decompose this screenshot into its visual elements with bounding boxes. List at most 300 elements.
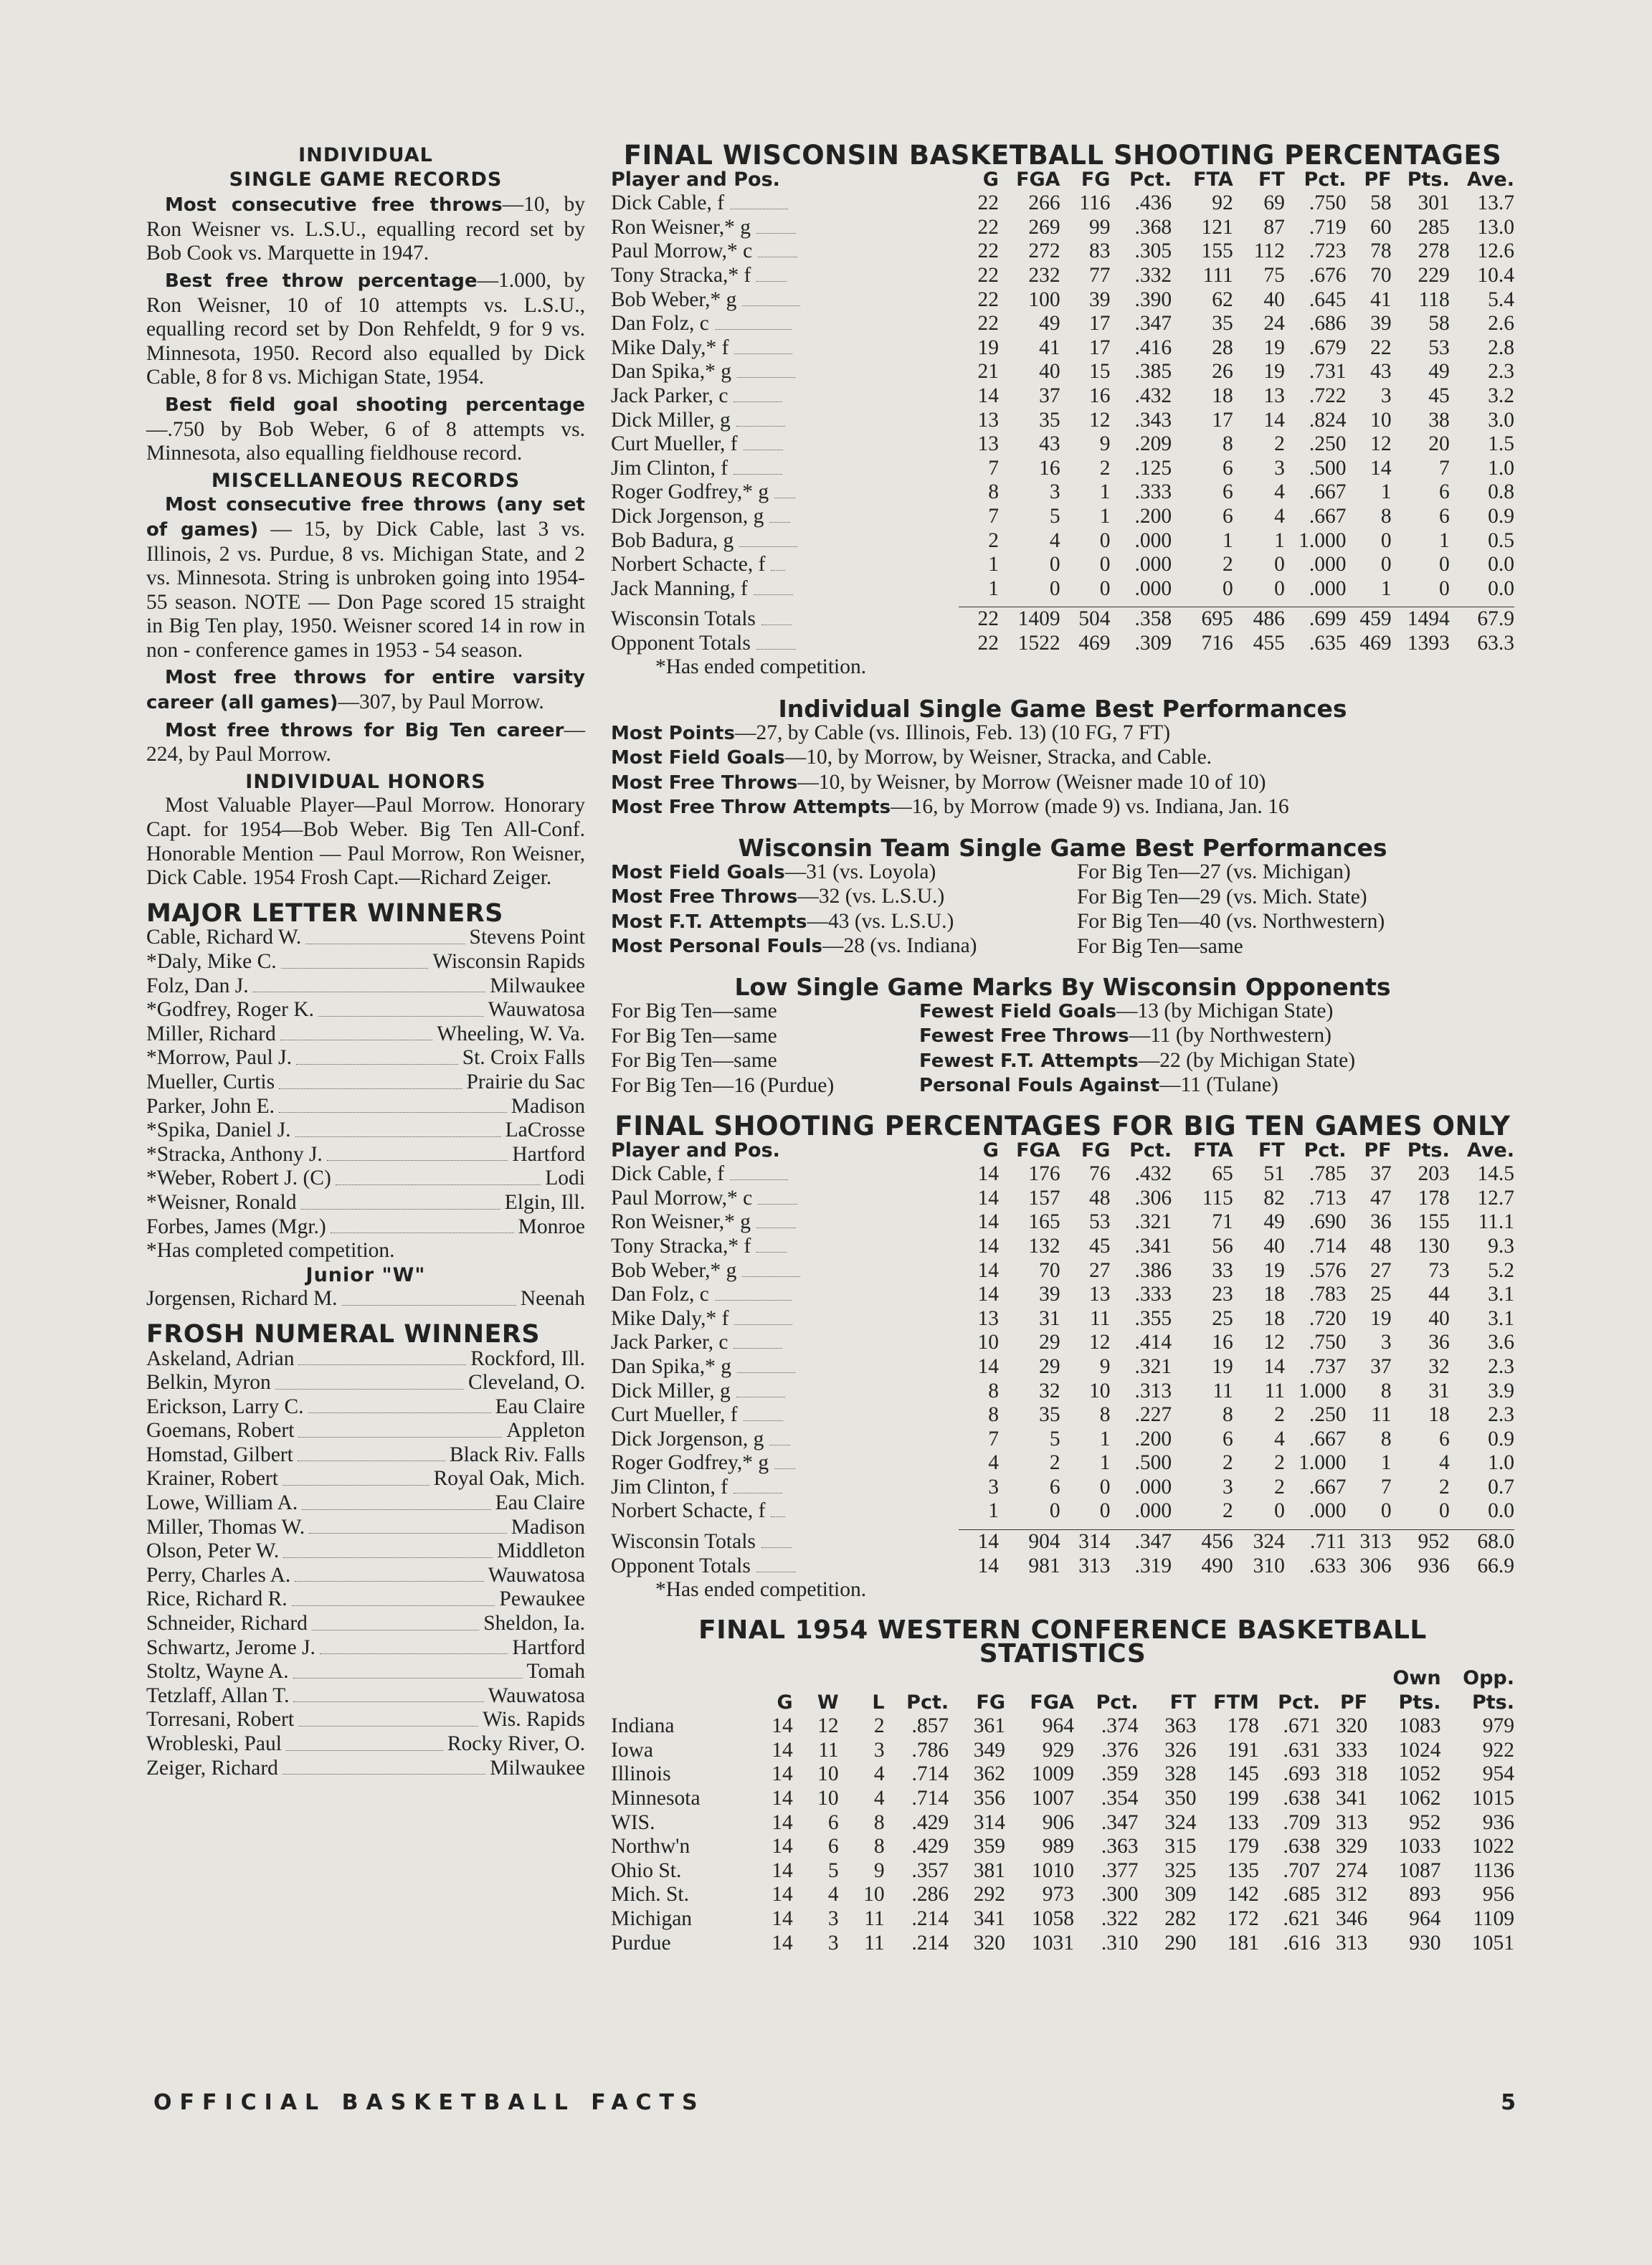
- stat-cell: 19: [1370, 1306, 1392, 1330]
- mark-text: —11 (Tulane): [1159, 1073, 1278, 1097]
- stat-cell: 0.0: [1488, 576, 1514, 600]
- stat-cell: 62: [1212, 288, 1233, 311]
- record-lead: Best field goal shooting percentage: [165, 394, 585, 416]
- leader-dots: [737, 363, 795, 378]
- stat-cell: .250: [1309, 1403, 1347, 1427]
- stat-cell: 22: [977, 607, 999, 631]
- stat-cell: 278: [1418, 239, 1450, 263]
- stat-cell: 63.3: [1477, 631, 1514, 655]
- leader-dots: [283, 1467, 429, 1486]
- record-paragraph: [146, 193, 585, 266]
- stat-cell: 26: [1212, 360, 1233, 384]
- stat-cell: 14: [977, 1530, 999, 1554]
- stat-cell: 73: [1428, 1258, 1450, 1282]
- stat-cell: .333: [1134, 480, 1172, 504]
- performance-line: [611, 771, 1514, 796]
- table-row: [611, 505, 1514, 529]
- winner-town: Middleton: [497, 1539, 585, 1563]
- stat-cell: 952: [1418, 1530, 1450, 1554]
- stat-cell: 99: [1088, 215, 1111, 239]
- player-name: [611, 1499, 959, 1524]
- stat-cell: 11.1: [1478, 1210, 1514, 1234]
- stat-cell: 1494: [1407, 607, 1450, 631]
- stat-cell: 7: [1439, 456, 1450, 480]
- stat-cell: .713: [1309, 1186, 1347, 1210]
- leader-dots: [734, 1310, 792, 1325]
- winner-row: [146, 1395, 585, 1420]
- stat-cell: .414: [1134, 1331, 1172, 1354]
- stat-cell: 1: [988, 553, 999, 576]
- table-row: [611, 191, 1514, 216]
- stat-cell: 3: [1380, 1331, 1392, 1354]
- player-name: [611, 216, 959, 240]
- column-header: FG: [976, 1691, 1005, 1714]
- column-header: FTA: [1193, 1139, 1233, 1162]
- record-paragraph: [146, 665, 585, 715]
- stat-cell: 92: [1212, 191, 1233, 215]
- totals-row: [611, 1530, 1514, 1554]
- stat-cell: 469: [1078, 631, 1111, 655]
- column-header: FGA: [1030, 1691, 1074, 1714]
- stat-cell: .125: [1134, 456, 1172, 480]
- stat-cell: 68.0: [1477, 1530, 1514, 1554]
- stat-cell: 324: [1253, 1530, 1285, 1554]
- stat-cell: 70: [1370, 263, 1392, 287]
- stat-cell: 6: [1222, 480, 1233, 504]
- low-mark-row: [611, 1073, 1514, 1098]
- winner-town: Sheldon, Ia.: [483, 1612, 585, 1635]
- shooting-title: FINAL WISCONSIN BASKETBALL SHOOTING PERCENTAGES: [623, 140, 1502, 171]
- winner-town: St. Croix Falls: [462, 1046, 585, 1070]
- stat-cell: 27: [1370, 1258, 1392, 1282]
- stat-cell: .322: [1101, 1907, 1139, 1930]
- player-label: Dick Cable, f: [611, 1162, 725, 1186]
- stat-cell: 9: [1099, 1354, 1111, 1378]
- stat-cell: 0.0: [1488, 553, 1514, 576]
- column-header: Player and Pos.: [611, 168, 780, 191]
- player-name: [611, 384, 959, 409]
- player-name: [611, 336, 959, 361]
- stat-cell: .667: [1309, 1427, 1347, 1450]
- stat-cell: 2: [1274, 1403, 1285, 1427]
- stat-cell: 49: [1039, 312, 1060, 336]
- player-label: Tony Stracka,* f: [611, 263, 751, 287]
- mark-lead: Fewest F.T. Attempts: [919, 1050, 1139, 1072]
- stat-cell: .786: [911, 1738, 949, 1762]
- stat-cell: 75: [1263, 263, 1285, 287]
- stat-cell: .711: [1309, 1530, 1347, 1554]
- player-label: Tony Stracka,* f: [611, 1234, 751, 1258]
- winner-name: Krainer, Robert: [146, 1467, 278, 1491]
- column-header: Pct.: [1129, 1139, 1172, 1162]
- player-label: Dick Miller, g: [611, 408, 731, 432]
- stat-cell: 48: [1088, 1186, 1111, 1210]
- winner-name: Askeland, Adrian: [146, 1347, 295, 1370]
- player-name: [611, 239, 959, 264]
- low-mark-right: [919, 999, 1514, 1025]
- record-text: —10, by Ron Weisner vs. L.S.U., equalling record set by Bob Cook vs. Marquette in 1947.: [146, 193, 585, 265]
- stat-cell: 12: [817, 1714, 839, 1738]
- stat-cell: 312: [1335, 1883, 1368, 1907]
- footer-title: OFFICIAL BASKETBALL FACTS: [153, 2090, 706, 2115]
- stat-cell: 326: [1164, 1738, 1197, 1762]
- winner-name: *Stracka, Anthony J.: [146, 1142, 323, 1166]
- player-name: [611, 288, 959, 313]
- stat-cell: .690: [1309, 1210, 1347, 1234]
- column-header: FG: [1081, 1139, 1111, 1162]
- stat-cell: 0.7: [1488, 1475, 1514, 1499]
- winner-name: Olson, Peter W.: [146, 1539, 280, 1563]
- table-row: [611, 1451, 1514, 1476]
- column-header: Pct.: [1278, 1691, 1321, 1714]
- leader-dots: [715, 315, 792, 330]
- individual-heading: INDIVIDUAL: [298, 144, 433, 166]
- performance-line: [611, 746, 1514, 771]
- record-text: —307, by Paul Morrow.: [338, 690, 544, 714]
- stat-cell: 341: [1335, 1787, 1368, 1810]
- stat-cell: .731: [1309, 360, 1347, 384]
- team-row: [611, 1787, 1514, 1811]
- player-name: [611, 1210, 959, 1235]
- stat-cell: .390: [1134, 288, 1172, 311]
- record-paragraph: [146, 269, 585, 390]
- column-header: Ave.: [1466, 168, 1514, 191]
- player-label: Bob Badura, g: [611, 528, 734, 552]
- table-row: [611, 1499, 1514, 1524]
- stat-cell: 69: [1263, 191, 1285, 215]
- stat-cell: 32: [1428, 1354, 1450, 1378]
- stat-cell: 1009: [1031, 1762, 1074, 1786]
- stat-cell: 76: [1088, 1162, 1111, 1186]
- stat-cell: 11: [1090, 1306, 1111, 1330]
- stat-cell: 56: [1212, 1234, 1233, 1258]
- leader-dots: [293, 1660, 523, 1678]
- stat-cell: 17: [1088, 312, 1111, 336]
- stat-cell: 1: [1222, 528, 1233, 552]
- table-row: [611, 457, 1514, 481]
- stat-cell: 0: [1380, 553, 1392, 576]
- player-name: [611, 1428, 959, 1452]
- winner-town: Wauwatosa: [488, 1563, 585, 1587]
- winner-name: *Godfrey, Roger K.: [146, 998, 315, 1022]
- table-row: [611, 529, 1514, 554]
- stat-cell: .209: [1134, 432, 1172, 456]
- low-marks-list: [611, 999, 1514, 1098]
- stat-cell: 3.6: [1488, 1331, 1514, 1354]
- winner-row: [146, 1684, 585, 1709]
- stat-cell: .714: [1309, 1234, 1347, 1258]
- stat-cell: 7: [988, 504, 999, 528]
- table-row: [611, 1476, 1514, 1500]
- stat-cell: 2: [1274, 1451, 1285, 1475]
- stat-cell: 14: [977, 1283, 999, 1306]
- rule-row: [611, 601, 1514, 607]
- winner-row: [146, 1587, 585, 1612]
- player-label: Dan Spika,* g: [611, 1354, 731, 1378]
- column-header: Pct.: [906, 1691, 949, 1714]
- winner-town: Wauwatosa: [488, 1684, 585, 1707]
- stat-cell: 2.3: [1488, 1403, 1514, 1427]
- winner-town: Milwaukee: [490, 1756, 585, 1780]
- table-row: [611, 264, 1514, 288]
- player-name: [611, 632, 959, 656]
- stat-cell: 19: [1263, 1258, 1285, 1282]
- stat-cell: .616: [1283, 1931, 1321, 1955]
- stat-cell: 964: [1409, 1907, 1441, 1930]
- performance-text: —32 (vs. L.S.U.): [797, 885, 945, 908]
- leader-dots: [739, 532, 797, 547]
- stat-cell: 51: [1263, 1162, 1285, 1186]
- junior-heading: Junior "W": [305, 1263, 426, 1286]
- mark-text: —11 (by Northwestern): [1129, 1024, 1331, 1048]
- winner-row: [146, 1491, 585, 1516]
- stat-cell: 65: [1212, 1162, 1233, 1186]
- performance-lead: Most Free Throws: [611, 771, 798, 794]
- player-label: Norbert Schacte, f: [611, 553, 766, 576]
- stat-cell: 31: [1039, 1306, 1060, 1330]
- stat-cell: 4: [988, 1451, 999, 1475]
- stat-cell: 7: [988, 456, 999, 480]
- stat-cell: 5: [827, 1858, 839, 1882]
- player-name: [611, 432, 959, 457]
- stat-cell: 274: [1335, 1858, 1368, 1882]
- stat-cell: 40: [1039, 360, 1060, 384]
- stat-cell: 22: [977, 263, 999, 287]
- stat-cell: .309: [1134, 631, 1172, 655]
- stat-cell: .679: [1309, 336, 1347, 359]
- stat-cell: 111: [1202, 263, 1233, 287]
- stat-cell: 1393: [1407, 631, 1450, 655]
- stat-cell: 12: [1263, 1331, 1285, 1354]
- stat-cell: 1051: [1472, 1931, 1514, 1955]
- stat-cell: 490: [1201, 1554, 1233, 1577]
- stat-cell: .332: [1134, 263, 1172, 287]
- totals-row: [611, 1554, 1514, 1579]
- stat-cell: 178: [1227, 1714, 1259, 1738]
- stat-cell: .707: [1283, 1858, 1321, 1882]
- stat-cell: 0: [1439, 576, 1450, 600]
- leader-dots: [312, 1612, 479, 1630]
- stat-cell: 0: [1380, 1499, 1392, 1523]
- frosh-heading: FROSH NUMERAL WINNERS: [146, 1319, 541, 1349]
- player-name: [611, 1162, 959, 1187]
- stat-cell: 469: [1359, 631, 1392, 655]
- team-performance-left: [611, 885, 1077, 910]
- player-label: Dan Spika,* g: [611, 360, 731, 384]
- stat-cell: 325: [1164, 1858, 1197, 1882]
- stat-cell: 716: [1201, 631, 1233, 655]
- leader-dots: [300, 1191, 500, 1210]
- team-name: Northw'n: [611, 1835, 690, 1858]
- winner-town: Madison: [511, 1094, 585, 1118]
- stat-cell: 314: [973, 1810, 1005, 1834]
- stat-cell: 381: [973, 1858, 1005, 1882]
- stat-cell: .000: [1134, 1475, 1172, 1499]
- stat-cell: .737: [1309, 1354, 1347, 1378]
- winner-name: *Morrow, Paul J.: [146, 1046, 292, 1070]
- rule-cell: [1392, 1524, 1450, 1530]
- winner-row: [146, 998, 585, 1022]
- stat-cell: 14: [977, 1234, 999, 1258]
- stat-cell: 18: [1212, 384, 1233, 407]
- column-header: FTM: [1213, 1691, 1259, 1714]
- stat-cell: 9.3: [1488, 1234, 1514, 1258]
- winner-row: [146, 1443, 585, 1468]
- totals-row: [611, 607, 1514, 632]
- player-label: Jack Parker, c: [611, 1331, 728, 1354]
- stat-cell: 292: [973, 1883, 1005, 1907]
- stat-cell: 1.5: [1488, 432, 1514, 456]
- stat-cell: 82: [1263, 1186, 1285, 1210]
- frosh-winners-list: [146, 1347, 585, 1781]
- big-ten-performance: For Big Ten—27 (vs. Michigan): [1077, 860, 1351, 884]
- stat-cell: 19: [977, 336, 999, 359]
- column-header: FT: [1258, 1139, 1285, 1162]
- stat-cell: 132: [1028, 1234, 1060, 1258]
- stat-cell: 310: [1253, 1554, 1285, 1577]
- stat-cell: 314: [1078, 1530, 1111, 1554]
- stat-cell: 922: [1482, 1738, 1514, 1762]
- rule-cell: [1450, 1524, 1514, 1530]
- stat-cell: 49: [1428, 360, 1450, 384]
- stat-cell: 282: [1164, 1907, 1197, 1930]
- stat-cell: 1033: [1398, 1835, 1441, 1858]
- player-name: [611, 1451, 959, 1476]
- stat-cell: 155: [1201, 239, 1233, 263]
- column-header: G: [777, 1691, 793, 1714]
- stat-cell: .358: [1134, 607, 1172, 631]
- group-header: [885, 1666, 949, 1691]
- stat-cell: 0: [1380, 528, 1392, 552]
- column-header: G: [982, 168, 999, 191]
- stat-cell: 1087: [1398, 1858, 1441, 1882]
- table-row: [611, 360, 1514, 384]
- stat-cell: .386: [1134, 1258, 1172, 1282]
- performance-lead: Most Points: [611, 722, 735, 744]
- player-label: Paul Morrow,* c: [611, 1186, 753, 1210]
- stat-cell: 952: [1409, 1810, 1441, 1834]
- stat-cell: 133: [1227, 1810, 1259, 1834]
- stat-cell: 1: [1439, 528, 1450, 552]
- totals-row: [611, 632, 1514, 656]
- winner-town: Rocky River, O.: [447, 1732, 585, 1755]
- stat-cell: 130: [1418, 1234, 1450, 1258]
- stat-cell: 33: [1212, 1258, 1233, 1282]
- stat-cell: 3: [1274, 456, 1285, 480]
- column-header: FTA: [1193, 168, 1233, 191]
- player-name: [611, 1283, 959, 1307]
- stat-cell: 16: [1039, 456, 1060, 480]
- winner-town: Eau Claire: [495, 1395, 585, 1418]
- stat-cell: 15: [1088, 360, 1111, 384]
- winner-town: Wisconsin Rapids: [432, 950, 585, 973]
- stat-cell: 16: [1212, 1331, 1233, 1354]
- rule-cell: [1172, 601, 1233, 607]
- stat-cell: 0.9: [1488, 1427, 1514, 1450]
- stat-cell: 14: [977, 384, 999, 407]
- stat-cell: 301: [1418, 191, 1450, 215]
- stat-cell: 7: [1380, 1475, 1392, 1499]
- big-ten-mark: For Big Ten—same: [611, 1049, 777, 1073]
- stat-cell: 181: [1227, 1931, 1259, 1955]
- rule-cell: [1110, 601, 1172, 607]
- stat-cell: .824: [1309, 408, 1347, 432]
- winner-row: [146, 1046, 585, 1070]
- winner-town: Pewaukee: [499, 1587, 585, 1611]
- rule-cell: [611, 601, 959, 607]
- stat-cell: .214: [911, 1907, 949, 1930]
- stat-cell: 313: [1335, 1810, 1368, 1834]
- leader-dots: [761, 1533, 792, 1548]
- winner-name: Goemans, Robert: [146, 1419, 295, 1443]
- stat-cell: 58: [1428, 312, 1450, 336]
- leader-dots: [734, 1478, 782, 1494]
- stat-cell: 10.4: [1477, 263, 1514, 287]
- mark-text: —13 (by Michigan State): [1116, 999, 1334, 1022]
- stat-cell: 0: [1439, 553, 1450, 576]
- stat-cell: 191: [1227, 1738, 1259, 1762]
- winner-row: [146, 1636, 585, 1661]
- winner-name: Lowe, William A.: [146, 1491, 298, 1515]
- stat-cell: 12: [1088, 408, 1111, 432]
- stat-cell: 356: [973, 1787, 1005, 1810]
- performance-lead: Most Personal Fouls: [611, 936, 823, 958]
- stat-cell: 118: [1418, 288, 1450, 311]
- leader-dots: [754, 580, 793, 595]
- stat-cell: 12: [1088, 1331, 1111, 1354]
- player-name: [611, 1530, 959, 1554]
- team-row: [611, 1739, 1514, 1763]
- stat-cell: .000: [1134, 576, 1172, 600]
- stat-cell: .500: [1134, 1451, 1172, 1475]
- stat-cell: 6: [1439, 504, 1450, 528]
- column-header: Pct.: [1096, 1691, 1139, 1714]
- stat-cell: 13.0: [1477, 215, 1514, 239]
- team-row: [611, 1762, 1514, 1787]
- stat-cell: 39: [1088, 288, 1111, 311]
- stat-cell: 13: [1088, 1283, 1111, 1306]
- stat-cell: 22: [977, 191, 999, 215]
- column-header: FT: [1258, 168, 1285, 191]
- winner-name: Wrobleski, Paul: [146, 1732, 282, 1755]
- stat-cell: 1136: [1473, 1858, 1514, 1882]
- stat-cell: 306: [1359, 1554, 1392, 1577]
- stat-cell: 39: [1370, 312, 1392, 336]
- performance-text: —28 (vs. Indiana): [822, 934, 977, 958]
- stat-cell: 19: [1263, 336, 1285, 359]
- stat-cell: 0: [1274, 1499, 1285, 1523]
- leader-dots: [298, 1708, 478, 1727]
- stat-cell: 2: [1439, 1475, 1450, 1499]
- winner-row: [146, 1564, 585, 1588]
- stat-cell: 0: [1222, 576, 1233, 600]
- stat-cell: 324: [1164, 1810, 1197, 1834]
- column-header: PF: [1339, 1691, 1368, 1714]
- stat-cell: .214: [911, 1931, 949, 1955]
- stat-cell: 1015: [1472, 1787, 1514, 1810]
- winner-name: Schneider, Richard: [146, 1612, 308, 1635]
- rule-cell: [1392, 601, 1450, 607]
- stat-cell: 40: [1263, 288, 1285, 311]
- stat-cell: 333: [1335, 1738, 1368, 1762]
- stat-cell: 5: [1049, 1427, 1060, 1450]
- stat-cell: 5.2: [1488, 1258, 1514, 1282]
- stat-cell: .500: [1309, 456, 1347, 480]
- leader-dots: [774, 483, 795, 498]
- leader-dots: [756, 1238, 787, 1253]
- performance-line: [611, 721, 1514, 746]
- leader-dots: [292, 1587, 495, 1606]
